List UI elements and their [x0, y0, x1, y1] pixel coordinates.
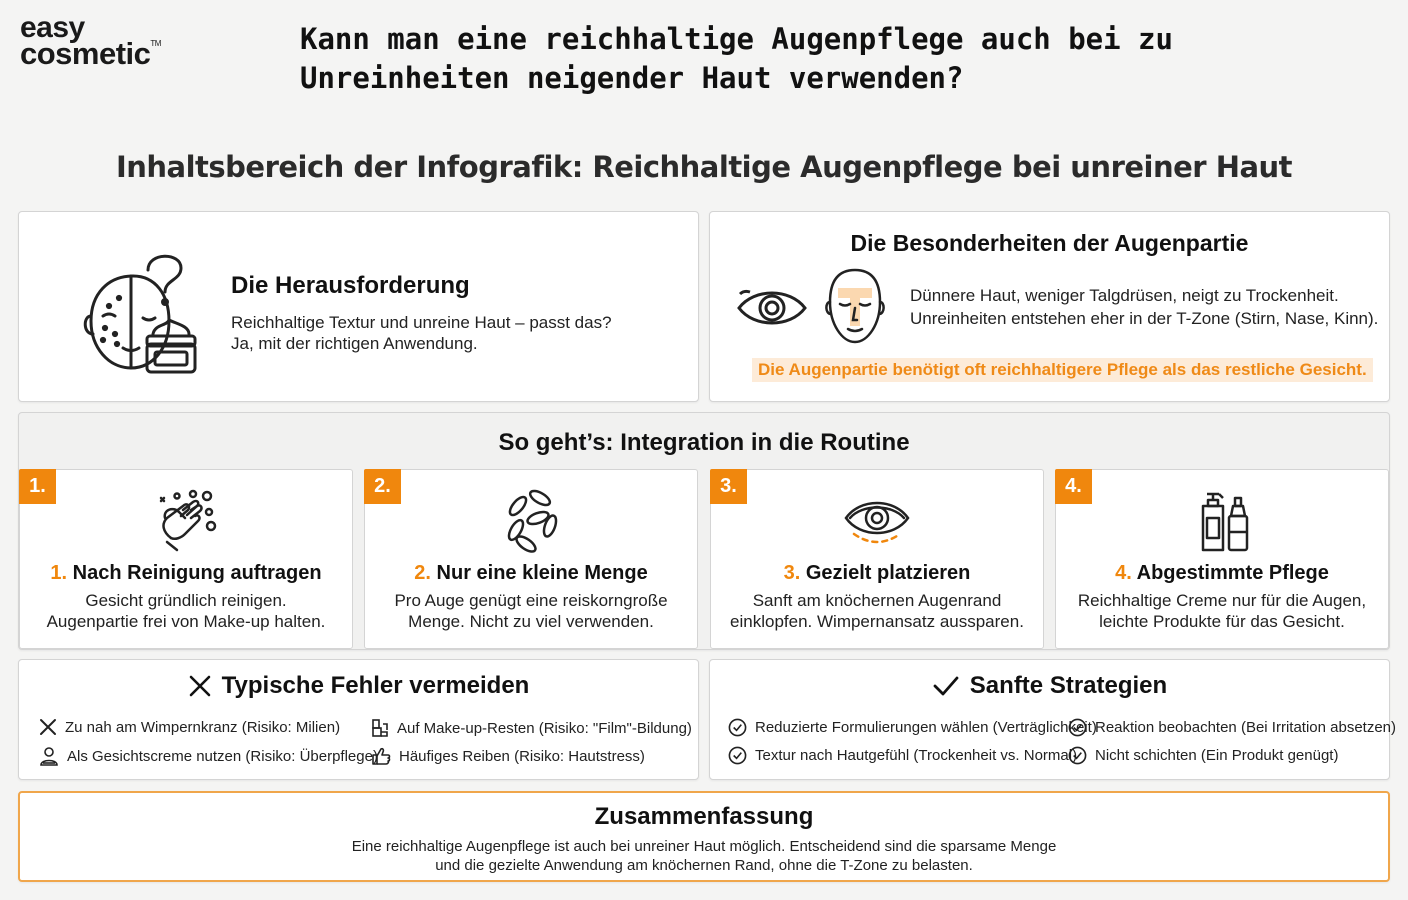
eye-area-card: [709, 211, 1390, 402]
challenge-text-2: Ja, mit der richtigen Anwendung.: [231, 334, 478, 353]
step-title: Nach Reinigung auftragen: [72, 562, 322, 584]
face-t-zone-icon: [822, 266, 888, 348]
routine-step-2: [364, 469, 698, 649]
check-circle-icon: [728, 718, 747, 737]
rice-grains-icon: [498, 488, 564, 554]
summary-card: [18, 791, 1390, 882]
step-text-2: Menge. Nicht zu viel verwenden.: [408, 612, 654, 631]
mistake-item: [39, 746, 378, 766]
strategy-text: Reduzierte Formulierungen wählen (Verträglichkeit): [755, 719, 1097, 736]
strategy-text: Nicht schichten (Ein Produkt genügt): [1095, 747, 1339, 764]
strategies-card: [709, 659, 1397, 780]
eye-area-text-1: Dünnere Haut, weniger Talgdrüsen, neigt zu Trockenheit.: [910, 286, 1339, 305]
check-circle-icon: [1068, 718, 1087, 737]
step-text-2: einklopfen. Wimpernansatz aussparen.: [730, 612, 1024, 631]
strategy-text: Reaktion beobachten (Bei Irritation absetzen): [1095, 719, 1397, 736]
check-circle-icon: [1068, 746, 1087, 765]
step-badge: 3.: [710, 469, 747, 504]
mistakes-card: [18, 659, 699, 780]
step-text-2: leichte Produkte für das Gesicht.: [1099, 612, 1345, 631]
step-title: Nur eine kleine Menge: [436, 562, 648, 584]
routine-section: [18, 412, 1390, 650]
step-badge: 4.: [1055, 469, 1092, 504]
page-question: Kann man eine reichhaltige Augenpflege auch bei zu Unreinheiten neigender Haut verwenden?: [300, 22, 1173, 95]
step-text-1: Gesicht gründlich reinigen.: [85, 591, 287, 610]
strategy-text: Textur nach Hautgefühl (Trockenheit vs. Normal): [755, 747, 1078, 764]
eye-area-title: Die Besonderheiten der Augenpartie: [850, 230, 1249, 256]
page-subtitle: Inhaltsbereich der Infografik: Reichhaltige Augenpflege bei unreiner Haut: [115, 150, 1293, 184]
logo-trademark: TM: [150, 38, 161, 48]
makeup-tube-icon: [371, 718, 389, 738]
mistake-text: Zu nah am Wimpernkranz (Risiko: Milien): [65, 718, 341, 736]
eye-target-icon: [842, 488, 912, 554]
strategy-item: [728, 718, 1097, 737]
logo-line-1: easy: [20, 11, 85, 44]
step-text-1: Pro Auge genügt eine reiskorngroße: [394, 591, 668, 610]
strategy-item: [1068, 746, 1338, 765]
step-badge: 1.: [19, 469, 56, 504]
washing-hand-icon: [153, 488, 219, 554]
eye-area-highlight: Die Augenpartie benötigt oft reichhaltigere Pflege als das restliche Gesicht.: [752, 358, 1373, 382]
summary-text-1: Eine reichhaltige Augenpflege ist auch bei unreiner Haut möglich. Entscheidend sind die sparsame Menge: [351, 838, 1057, 855]
mistake-item: [371, 746, 645, 766]
step-text-2: Augenpartie frei von Make-up halten.: [46, 612, 326, 631]
cross-icon: [39, 718, 57, 736]
step-text-1: Reichhaltige Creme nur für die Augen,: [1077, 591, 1367, 610]
summary-text-2: und die gezielte Anwendung am knöchernen Rand, ohne die T-Zone zu belasten.: [435, 857, 973, 874]
step-title: Gezielt platzieren: [805, 562, 971, 584]
mistake-item: [371, 718, 692, 738]
face-cream-question-icon: [73, 246, 199, 376]
mistake-item: [39, 718, 340, 736]
step-number: 3.: [783, 562, 801, 584]
mistakes-title: Typische Fehler vermeiden: [221, 672, 530, 699]
eye-area-text-2: Unreinheiten entstehen eher in der T-Zone (Stirn, Nase, Kinn).: [910, 309, 1379, 328]
mistake-text: Häufiges Reiben (Risiko: Hautstress): [399, 747, 645, 765]
brand-logo: [20, 11, 161, 71]
routine-title: So geht’s: Integration in die Routine: [498, 429, 910, 456]
mistake-text: Als Gesichtscreme nutzen (Risiko: Überpflege): [67, 747, 378, 765]
challenge-card: [18, 211, 699, 402]
check-circle-icon: [728, 746, 747, 765]
step-badge: 2.: [364, 469, 401, 504]
routine-step-1: [19, 469, 353, 649]
summary-title: Zusammenfassung: [594, 803, 814, 830]
routine-step-4: [1055, 469, 1389, 649]
strategy-item: [728, 746, 1077, 765]
strategies-title: Sanfte Strategien: [969, 672, 1168, 699]
checkmark-icon: [932, 674, 960, 698]
eye-icon: [736, 282, 808, 334]
rubbing-hand-icon: [371, 746, 391, 766]
step-number: 2.: [414, 562, 431, 584]
step-number: 4.: [1115, 562, 1132, 584]
person-cream-icon: [39, 746, 59, 766]
step-title: Abgestimmte Pflege: [1136, 562, 1329, 584]
strategy-item: [1068, 718, 1396, 737]
step-text-1: Sanft am knöchernen Augenrand: [752, 591, 1002, 610]
mistake-text: Auf Make-up-Resten (Risiko: "Film"-Bildung): [397, 719, 692, 737]
step-number: 1.: [50, 562, 68, 584]
logo-line-2: cosmetic: [20, 35, 151, 71]
routine-step-3: [710, 469, 1044, 649]
cross-icon: [188, 674, 212, 698]
challenge-title: Die Herausforderung: [231, 272, 470, 299]
challenge-text-1: Reichhaltige Textur und unreine Haut – passt das?: [231, 313, 612, 332]
bottles-icon: [1189, 488, 1255, 554]
